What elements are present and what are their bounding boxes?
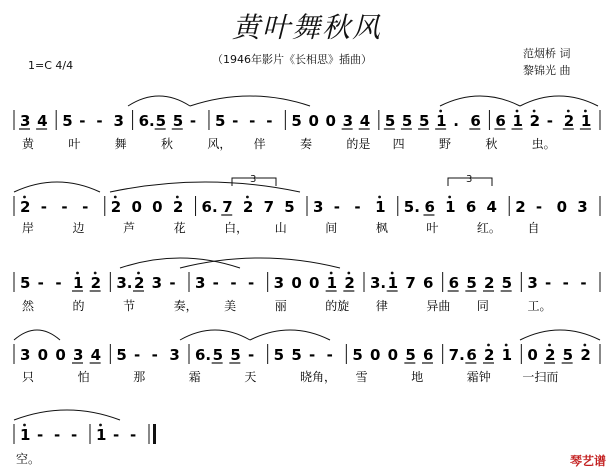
note: 7	[405, 274, 416, 292]
note: 1	[501, 346, 513, 364]
lyric: 山	[274, 221, 287, 235]
note: -	[580, 274, 587, 292]
note: 1	[326, 274, 338, 292]
note: 5	[401, 112, 413, 130]
lyric: 伴	[253, 137, 266, 151]
note: 4	[486, 198, 497, 216]
note: 2	[515, 198, 526, 216]
lyric: 秋	[485, 137, 498, 151]
note: .	[453, 112, 459, 130]
lyric: 节	[123, 299, 136, 313]
note: 6	[423, 346, 434, 364]
note: 6	[465, 198, 477, 216]
slur	[180, 330, 250, 340]
slur	[14, 182, 100, 192]
note: 6	[448, 274, 460, 292]
lyric: 叶	[68, 137, 81, 151]
note: 2	[545, 346, 556, 364]
note: -	[151, 346, 158, 364]
octave-dot	[533, 110, 536, 113]
note: 5	[419, 112, 430, 130]
octave-dot	[246, 196, 249, 199]
note: 3	[73, 346, 84, 364]
note: -	[61, 198, 68, 216]
note: 3	[20, 112, 31, 130]
note: -	[113, 426, 120, 444]
note: -	[54, 426, 61, 444]
lyric: 岸	[22, 221, 35, 235]
lyric: 奏，	[173, 299, 198, 313]
slur	[440, 96, 520, 106]
note: -	[248, 346, 255, 364]
lyric: 芦	[123, 221, 136, 235]
octave-dot	[439, 110, 442, 113]
note: 5	[284, 198, 295, 216]
note: 4	[37, 112, 48, 130]
note: 3	[527, 274, 538, 292]
note: 3	[195, 274, 206, 292]
note: -	[249, 112, 256, 130]
note: -	[535, 198, 543, 216]
note: -	[212, 274, 219, 292]
lyric: 美	[224, 299, 237, 313]
note: 1	[20, 426, 31, 444]
lyric: 花	[173, 221, 186, 235]
note: 1	[512, 112, 523, 130]
lyric: 的旋	[325, 299, 350, 313]
note: 0	[527, 346, 538, 364]
lyric: 叶	[426, 221, 439, 235]
note: 3	[342, 112, 354, 130]
lyric: 怕	[77, 370, 90, 384]
note: 2	[242, 198, 254, 216]
note: -	[232, 112, 239, 130]
note: 6	[423, 274, 434, 292]
note: 2	[344, 274, 355, 292]
lyric: 霜	[188, 370, 201, 384]
final-barline	[153, 424, 156, 444]
note: 3	[151, 274, 163, 292]
slur	[190, 96, 310, 106]
note: 5	[291, 346, 302, 364]
song-title: 黄叶舞秋风	[231, 11, 382, 44]
octave-dot	[347, 272, 350, 275]
note: 2	[580, 346, 591, 364]
note: -	[79, 112, 86, 130]
lyric: 野	[439, 137, 452, 151]
lyric: 霜钟	[466, 370, 491, 384]
lyric: 丽	[274, 299, 287, 313]
note: 2	[110, 198, 122, 216]
lyric: 雪	[355, 370, 368, 384]
note: -	[134, 346, 141, 364]
lyric: 黄	[22, 137, 35, 151]
octave-dot	[176, 196, 179, 199]
note: -	[546, 112, 553, 130]
note: -	[37, 426, 44, 444]
note: 3	[169, 346, 180, 364]
site-logo: 琴艺谱	[569, 454, 606, 468]
note: 1	[387, 274, 399, 292]
octave-dot	[391, 272, 394, 275]
note: 0	[131, 198, 142, 216]
note: -	[71, 426, 78, 444]
lyric: 枫	[375, 221, 388, 235]
note: 1	[375, 198, 386, 216]
note: 6.	[138, 112, 155, 130]
octave-dot	[584, 110, 587, 113]
slur	[110, 182, 300, 192]
triplet-number: 3	[466, 174, 473, 185]
note: 5	[62, 112, 73, 130]
note: 3	[20, 346, 31, 364]
note: 6	[470, 112, 481, 130]
note: 7.	[448, 346, 465, 364]
note: 5	[212, 346, 224, 364]
lyric: 白，	[224, 221, 249, 235]
lyric: 异曲	[426, 299, 451, 313]
note: 6	[466, 346, 477, 364]
note: 0	[387, 346, 399, 364]
octave-dot	[448, 196, 451, 199]
lyric: 风，	[207, 137, 232, 151]
note: 1	[580, 112, 592, 130]
triplet-number: 3	[250, 174, 257, 185]
octave-dot	[23, 196, 26, 199]
octave-dot	[487, 344, 490, 347]
note: -	[37, 274, 44, 292]
octave-dot	[114, 196, 117, 199]
lyric: 四	[392, 137, 405, 151]
lyric: 奏	[300, 137, 313, 151]
lyric: 边	[72, 221, 85, 235]
lyric: 律	[375, 299, 388, 313]
note: 0	[55, 346, 66, 364]
note: 0	[370, 346, 381, 364]
note: 5	[214, 112, 226, 130]
note: 4	[359, 112, 371, 130]
note: 5.	[403, 198, 420, 216]
note: 5	[291, 112, 302, 130]
note: 5	[501, 274, 513, 292]
lyric: 空。	[16, 452, 41, 466]
octave-dot	[583, 344, 586, 347]
lyric: 天	[244, 370, 257, 384]
note: -	[545, 274, 552, 292]
note: 5	[405, 346, 416, 364]
note: 0	[37, 346, 49, 364]
note: -	[82, 198, 89, 216]
octave-dot	[378, 196, 381, 199]
note: 3	[577, 198, 588, 216]
note: 5	[172, 112, 184, 130]
note: 0	[152, 198, 163, 216]
note: -	[189, 112, 197, 130]
lyric: 秋	[161, 137, 174, 151]
note: -	[562, 274, 569, 292]
lyric: 然	[22, 299, 35, 313]
note: 5	[562, 346, 574, 364]
note: 5	[273, 346, 285, 364]
octave-dot	[99, 424, 102, 427]
note: -	[248, 274, 255, 292]
note: 3	[273, 274, 285, 292]
note: 5	[384, 112, 396, 130]
note: 5	[116, 346, 127, 364]
lyricist-credit: 范烟桥 词	[523, 47, 571, 60]
slur	[120, 258, 240, 268]
octave-dot	[76, 272, 79, 275]
slur	[14, 330, 60, 340]
key-signature: 1=C 4/4	[28, 59, 74, 72]
note: 0	[308, 112, 319, 130]
note: 2	[20, 198, 31, 216]
note: 3.	[116, 274, 133, 292]
note: 2	[529, 112, 541, 130]
note: 5	[352, 346, 363, 364]
note: -	[230, 274, 237, 292]
lyric: 的	[72, 299, 85, 313]
slur	[520, 96, 598, 106]
octave-dot	[330, 272, 333, 275]
slur	[14, 410, 120, 420]
note: 1	[73, 274, 84, 292]
note: -	[309, 346, 316, 364]
note: 3	[313, 198, 324, 216]
slur	[520, 330, 600, 340]
lyric: 工。	[527, 299, 552, 313]
note: 2	[484, 346, 495, 364]
lyric: 红。	[476, 221, 501, 235]
note: 3	[113, 112, 124, 130]
note: 7	[222, 198, 233, 216]
octave-dot	[505, 344, 508, 347]
note: 6	[495, 112, 506, 130]
composer-credit: 黎锦光 曲	[523, 64, 571, 77]
note: -	[354, 198, 361, 216]
note: -	[333, 198, 340, 216]
note: 6.	[201, 198, 218, 216]
note: 5	[230, 346, 241, 364]
lyric: 舞	[114, 137, 127, 151]
note: -	[266, 112, 273, 130]
note: 2	[134, 274, 145, 292]
note: 6.	[195, 346, 212, 364]
lyric: 地	[411, 370, 424, 384]
note: -	[96, 112, 103, 130]
note: 7	[263, 198, 275, 216]
note: 0	[325, 112, 336, 130]
lyric: 间	[325, 221, 338, 235]
note: 2	[484, 274, 495, 292]
slur	[128, 96, 190, 106]
note: 6	[424, 198, 435, 216]
note: 4	[90, 346, 102, 364]
octave-dot	[23, 424, 26, 427]
octave-dot	[137, 272, 140, 275]
note: 1	[96, 426, 107, 444]
note: 0	[291, 274, 302, 292]
octave-dot	[94, 272, 97, 275]
lyric: 的是	[346, 137, 371, 151]
note: -	[130, 426, 137, 444]
note: 2	[172, 198, 184, 216]
octave-dot	[516, 110, 519, 113]
note: 2	[563, 112, 575, 130]
song-subtitle: （1946年影片《长相思》插曲）	[212, 53, 372, 66]
note: 3.	[370, 274, 387, 292]
note: 0	[309, 274, 320, 292]
lyric: 虫。	[531, 137, 556, 151]
note: 5	[20, 274, 31, 292]
lyric: 晓角，	[300, 370, 337, 384]
note: 2	[90, 274, 102, 292]
lyric: 那	[133, 370, 146, 384]
lyric: 一扫而	[522, 370, 559, 384]
note: -	[169, 274, 176, 292]
note: 0	[556, 198, 568, 216]
note: -	[326, 346, 333, 364]
lyric: 自	[527, 221, 540, 235]
octave-dot	[567, 110, 570, 113]
note: 5	[466, 274, 477, 292]
note: 1	[436, 112, 447, 130]
slur	[250, 330, 330, 340]
lyric: 只	[22, 370, 35, 384]
note: -	[55, 274, 62, 292]
lyric: 同	[476, 299, 489, 313]
note: 1	[445, 198, 456, 216]
note: -	[40, 198, 47, 216]
note: 5	[155, 112, 167, 130]
octave-dot	[548, 344, 551, 347]
